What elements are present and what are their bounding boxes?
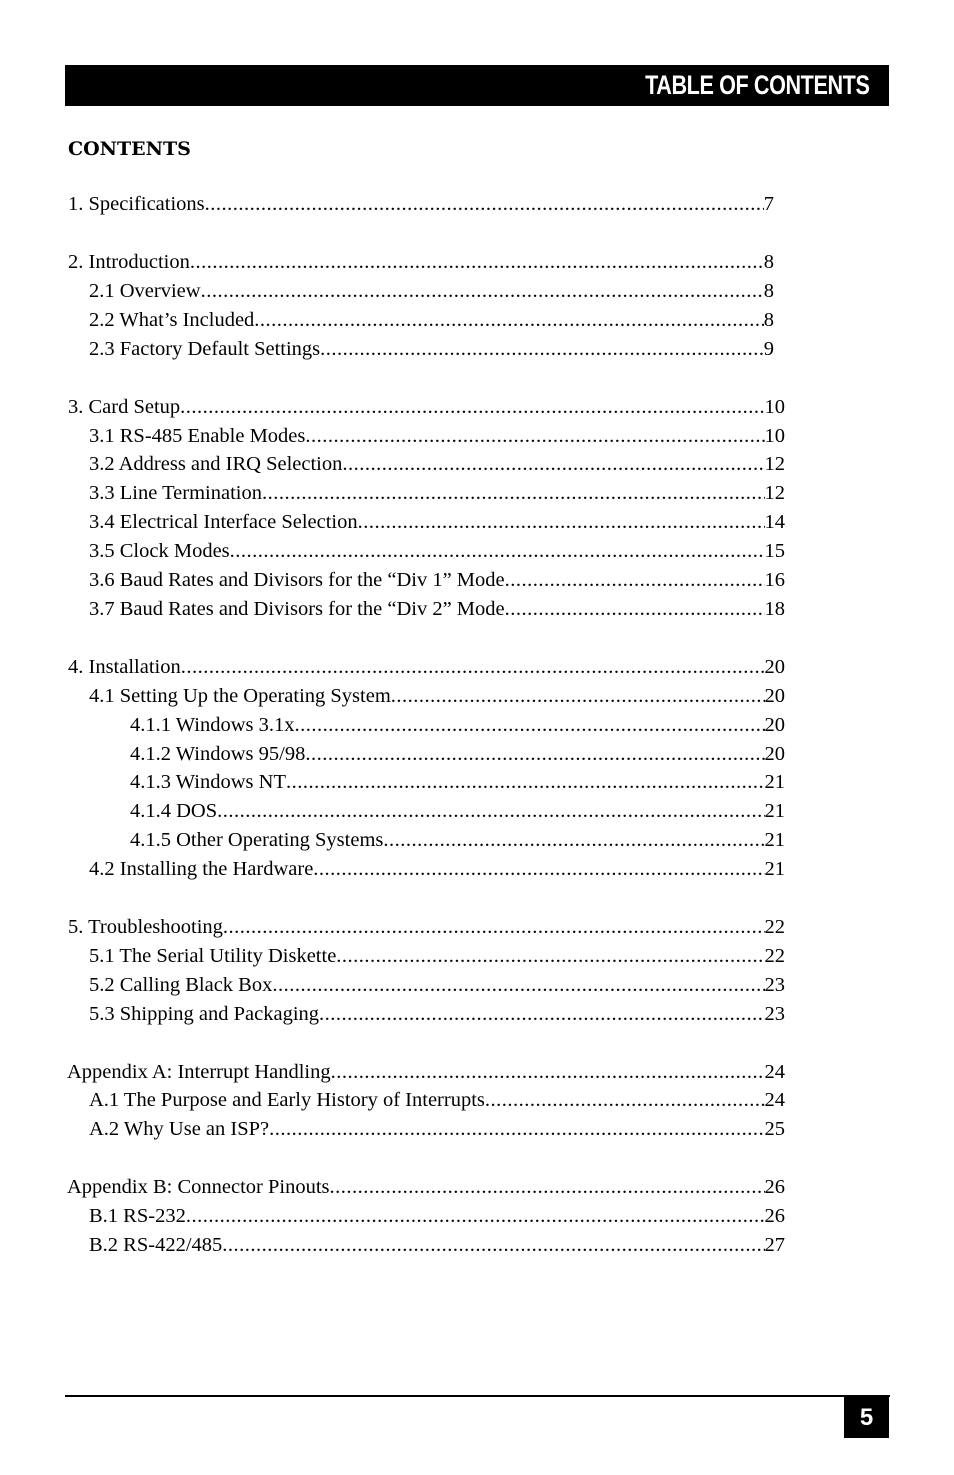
toc-entry-baud-rates-div1[interactable] [89,567,785,593]
dot-leader [330,1174,765,1200]
dot-leader [319,1001,764,1027]
toc-entry-title: 3. Card Setup [68,396,181,418]
toc-entry-title: B.1 RS-232 [89,1205,186,1227]
dot-leader [305,741,764,767]
toc-entry-page: 12 [764,482,785,504]
toc-entry-page: 7 [763,193,774,215]
toc-entry-title: 3.7 Baud Rates and Divisors for the “Div 2” Mode [89,598,505,620]
toc-entry-title: 4. Installation [68,656,181,678]
toc-entry-purpose-history-interrupts[interactable] [89,1087,785,1113]
page-number-box [844,1397,889,1438]
toc-entry-windows-nt[interactable] [130,769,785,795]
toc-entry-windows-95-98[interactable] [130,741,785,767]
toc-entry-title: 3.6 Baud Rates and Divisors for the “Div 1” Mode [89,569,505,591]
toc-entry-windows-31x[interactable] [130,712,785,738]
toc-entry-page: 15 [764,540,785,562]
toc-entry-page: 20 [764,656,785,678]
toc-entry-page: 10 [764,396,785,418]
toc-entry-title: 4.1.2 Windows 95/98 [130,743,306,765]
dot-leader [391,683,765,709]
dot-leader [358,509,765,535]
toc-entry-specifications[interactable] [68,191,774,217]
dot-leader [505,567,765,593]
dot-leader [331,1059,765,1085]
toc-entry-title: 3.5 Clock Modes [89,540,230,562]
toc-entry-page: 21 [764,800,785,822]
toc-entry-title: 5. Troubleshooting [68,916,223,938]
toc-entry-page: 22 [764,916,785,938]
footer-rule [65,1395,890,1397]
dot-leader [217,798,764,824]
toc-entry-page: 21 [764,771,785,793]
dot-leader [181,654,765,680]
toc-entry-serial-utility-diskette[interactable] [89,943,785,969]
toc-entry-page: 23 [764,1003,785,1025]
toc-entry-page: 26 [764,1176,785,1198]
toc-entry-title: 3.1 RS-485 Enable Modes [89,425,306,447]
toc-entry-title: 5.1 The Serial Utility Diskette [89,945,337,967]
toc-entry-title: B.2 RS-422/485 [89,1234,223,1256]
toc-entry-page: 10 [764,425,785,447]
toc-entry-title: Appendix B: Connector Pinouts [67,1176,330,1198]
toc-entry-troubleshooting[interactable] [68,914,785,940]
toc-entry-other-operating-systems[interactable] [130,827,785,853]
toc-entry-title: 4.1.1 Windows 3.1x [130,714,295,736]
toc-entry-title: 3.2 Address and IRQ Selection [89,453,343,475]
toc-entry-page: 14 [764,511,785,533]
toc-entry-title: 1. Specifications [68,193,205,215]
toc-entry-page: 12 [764,453,785,475]
dot-leader [286,769,765,795]
toc-entry-card-setup[interactable] [68,394,785,420]
page-number: 5 [859,1404,874,1431]
toc-entry-line-termination[interactable] [89,480,785,506]
toc-entry-page: 20 [764,714,785,736]
dot-leader [205,191,764,217]
toc-entry-title: 4.1.3 Windows NT [130,771,286,793]
dot-leader [320,336,764,362]
toc-entry-page: 27 [764,1234,785,1256]
dot-leader [262,480,765,506]
contents-heading: CONTENTS [68,138,191,160]
toc-entry-factory-default-settings[interactable] [89,336,774,362]
dot-leader [186,1203,765,1229]
toc-entry-page: 9 [763,338,774,360]
toc-entry-title: 3.3 Line Termination [89,482,262,504]
toc-entry-page: 21 [764,829,785,851]
toc-entry-appendix-b[interactable] [67,1174,785,1200]
toc-entry-title: 4.1.5 Other Operating Systems [130,829,384,851]
toc-entry-title: 4.1 Setting Up the Operating System [89,685,391,707]
dot-leader [254,307,763,333]
dot-leader [230,538,765,564]
toc-entry-rs485-enable-modes[interactable] [89,423,785,449]
toc-entry-title: 4.1.4 DOS [130,800,218,822]
dot-leader [222,1232,764,1258]
toc-entry-page: 24 [764,1061,785,1083]
toc-entry-page: 8 [763,251,774,273]
toc-entry-page: 23 [764,974,785,996]
toc-entry-page: 24 [764,1089,785,1111]
toc-entry-title: 2. Introduction [68,251,190,273]
toc-entry-setting-up-os[interactable] [89,683,785,709]
dot-leader [383,827,764,853]
toc-entry-appendix-a[interactable] [67,1059,785,1085]
dot-leader [269,1116,764,1142]
toc-entry-title: 2.3 Factory Default Settings [89,338,321,360]
toc-entry-title: Appendix A: Interrupt Handling [67,1061,331,1083]
dot-leader [485,1087,765,1113]
toc-entry-calling-black-box[interactable] [89,972,785,998]
toc-entry-page: 22 [764,945,785,967]
dot-leader [201,278,764,304]
toc-entry-title: 2.1 Overview [89,280,201,302]
toc-entry-rs232[interactable] [89,1203,785,1229]
toc-entry-electrical-interface-selection[interactable] [89,509,785,535]
dot-leader [505,596,765,622]
toc-entry-introduction[interactable] [68,249,774,275]
toc-entry-title: A.2 Why Use an ISP? [89,1118,270,1140]
toc-entry-title: 3.4 Electrical Interface Selection [89,511,358,533]
toc-entry-page: 18 [764,598,785,620]
dot-leader [180,394,764,420]
toc-entry-title: 4.2 Installing the Hardware [89,858,314,880]
toc-entry-whats-included[interactable] [89,307,774,333]
toc-entry-title: 5.2 Calling Black Box [89,974,273,996]
toc-entry-installing-hardware[interactable] [89,856,785,882]
toc-entry-page: 16 [764,569,785,591]
dot-leader [295,712,765,738]
dot-leader [272,972,764,998]
toc-entry-overview[interactable] [89,278,774,304]
dot-leader [190,249,764,275]
dot-leader [305,423,764,449]
toc-entry-title: 2.2 What’s Included [89,309,255,331]
toc-entry-page: 20 [764,743,785,765]
toc-entry-shipping-packaging[interactable] [89,1001,785,1027]
toc-entry-page: 21 [764,858,785,880]
toc-entry-page: 20 [764,685,785,707]
toc-entry-title: A.1 The Purpose and Early History of Interrupts [89,1089,485,1111]
toc-entry-page: 8 [763,280,774,302]
dot-leader [223,914,765,940]
toc-entry-address-irq-selection[interactable] [89,451,785,477]
toc-entry-dos[interactable] [130,798,785,824]
dot-leader [313,856,764,882]
toc-entry-why-use-isp[interactable] [89,1116,785,1142]
toc-entry-page: 25 [764,1118,785,1140]
page-header-title: TABLE OF CONTENTS [644,70,869,100]
toc-entry-installation[interactable] [68,654,785,680]
toc-entry-clock-modes[interactable] [89,538,785,564]
dot-leader [336,943,764,969]
toc-entry-rs422-485[interactable] [89,1232,785,1258]
dot-leader [342,451,764,477]
toc-entry-page: 26 [764,1205,785,1227]
toc-entry-page: 8 [763,309,774,331]
toc-entry-baud-rates-div2[interactable] [89,596,785,622]
toc-entry-title: 5.3 Shipping and Packaging [89,1003,320,1025]
